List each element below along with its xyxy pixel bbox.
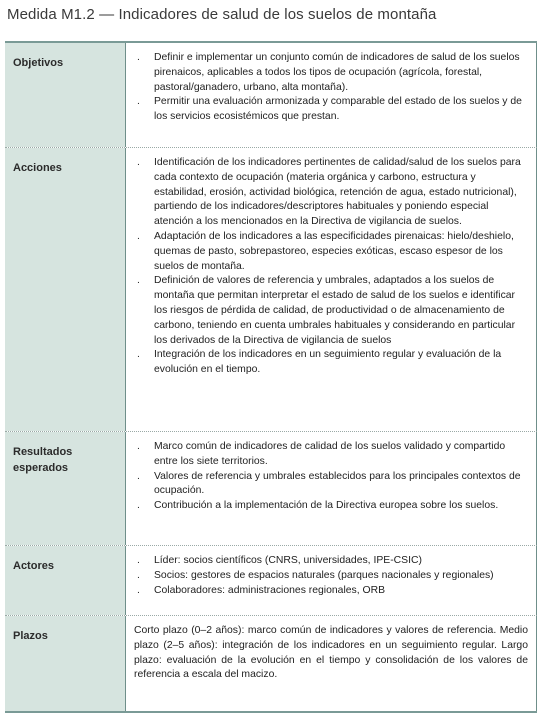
list-item: . Identificación de los indicadores pertinentes de calidad/salud de los suelos para cada contexto de ocupación (materia orgánica y carbono, estructura y estabilidad, erosión, actividad biológica, retención de agua, estado nutricional), partiendo de los indicadores/descriptores habituales y poniendo especial atención a los mencionados en la Directiva de vigilancia de suelos.	[137, 157, 521, 228]
row-content-acciones	[125, 148, 537, 431]
list-item: . Adaptación de los indicadores a las especificidades pirenaicas: hielo/deshielo, quemas de pasto, sobrepastoreo, especies exóticas, escaso espesor de los suelos de montaña.	[137, 230, 514, 272]
row-acciones	[5, 147, 537, 431]
list-item: . Socios: gestores de espacios naturales (parques nacionales y regionales)	[134, 569, 528, 584]
bullet: .	[137, 470, 140, 482]
row-objetivos	[5, 43, 537, 147]
list-item: . Líder: socios científicos (CNRS, universidades, IPE-CSIC)	[134, 554, 528, 569]
measure-table	[5, 41, 537, 713]
document-title: Medida M1.2 — Indicadores de salud de los suelos de montaña	[7, 6, 437, 23]
row-plazos	[5, 615, 537, 711]
bullet: .	[137, 349, 140, 361]
list-item: . Permitir una evaluación armonizada y comparable del estado de los suelos y de los servicios ecosistémicos que prestan.	[137, 96, 522, 123]
list-item: . Definir e implementar un conjunto común de indicadores de salud de los suelos pirenaicos, aplicables a todos los tipos de ocupación (agrícola, forestal, pastoral/ganadero, urbano, alta montaña).	[137, 52, 520, 93]
bullet: .	[137, 52, 140, 63]
row-content-plazos: Corto plazo (0–2 años): marco común de indicadores y valores de referencia. Medio plazo (2–5 años): integración de los indicadores en un seguimiento regular. Largo plazo: evaluación de la evolución en el tiempo y consolidación de los valores de referencia a escala del macizo.	[125, 616, 537, 711]
bullet: .	[137, 569, 140, 581]
row-label-resultados: Resultados esperados	[5, 432, 125, 545]
bullet: .	[137, 584, 140, 596]
list-item: . Definición de valores de referencia y umbrales, adaptados a los suelos de montaña que permitan interpretar el estado de salud de los suelos e identificar los riesgos de pérdida de calidad, de productividad o de almacenamiento de carbono, teniendo en cuenta umbrales habituales y considerando en particular los derivados de la Directiva de vigilancia de suelos	[137, 275, 516, 346]
row-actores	[5, 545, 537, 615]
row-label-actores: Actores	[5, 546, 125, 615]
row-label-plazos: Plazos	[5, 616, 125, 711]
list-item: . Contribución a la implementación de la Directiva europea sobre los suelos.	[134, 499, 528, 514]
bullet: .	[137, 157, 140, 168]
bullet: .	[137, 555, 140, 566]
row-content-resultados	[125, 432, 537, 545]
list-item: . Integración de los indicadores en un seguimiento regular y evaluación de la evolución en el tiempo.	[137, 349, 502, 376]
bullet: .	[137, 230, 140, 242]
row-resultados	[5, 431, 537, 545]
bullet: .	[137, 500, 140, 512]
row-label-objetivos: Objetivos	[5, 43, 125, 147]
list-item: . Valores de referencia y umbrales establecidos para los principales contextos de ocupación.	[137, 470, 521, 497]
list-item: . Colaboradores: administraciones regionales, ORB	[134, 584, 528, 599]
list-item: . Marco común de indicadores de calidad de los suelos validado y compartido entre los siete territorios.	[137, 441, 506, 467]
bullet: .	[137, 441, 140, 452]
row-content-actores	[125, 546, 537, 615]
bullet: .	[137, 275, 140, 287]
row-label-acciones: Acciones	[5, 148, 125, 431]
row-content-objetivos	[125, 43, 537, 147]
bullet: .	[137, 96, 140, 108]
